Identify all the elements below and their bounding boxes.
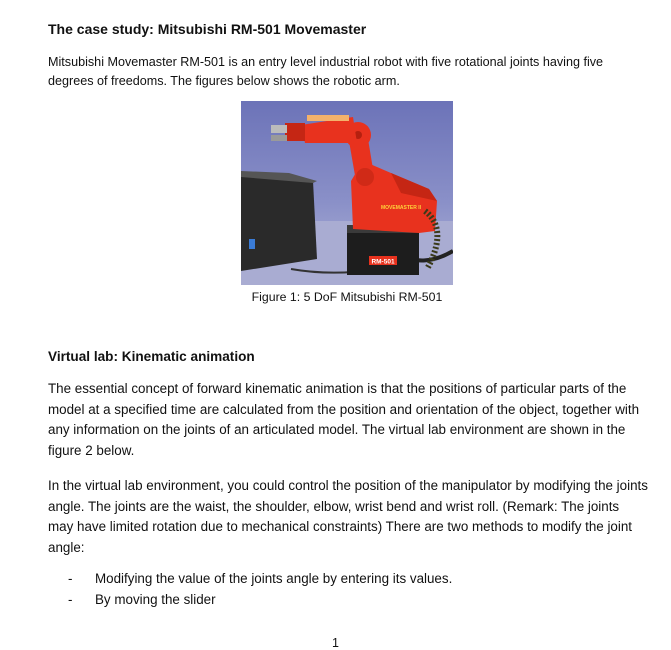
list-item xyxy=(68,590,452,611)
robot-base xyxy=(347,229,419,275)
list-dash: - xyxy=(68,591,73,607)
base-label: RM-501 xyxy=(371,258,395,266)
robot-arm-photo xyxy=(241,101,453,285)
kinematic-paragraph: The essential concept of forward kinematic animation is that the positions of particular parts of the model at a specified time are calculated from the position and orientation of the object, together with any information on the joints of an articulated model. The virtual lab environment are shown in the figure 2 below. xyxy=(48,381,640,458)
forearm-spring xyxy=(307,115,349,121)
list-item xyxy=(68,569,452,590)
arm-label: MOVEMASTER II xyxy=(380,205,422,211)
method-list xyxy=(68,569,452,610)
shoulder-joint xyxy=(356,168,374,186)
figure-caption: Figure 1: 5 DoF Mitsubishi RM-501 xyxy=(251,290,443,304)
list-item-text: Modifying the value of the joints angle by entering its values. xyxy=(95,571,453,586)
list-item-text: By moving the slider xyxy=(95,591,216,607)
gripper-lower xyxy=(271,135,287,141)
robot-arm-illustration xyxy=(241,101,453,285)
robot-wrist xyxy=(285,123,305,141)
virtual-lab-paragraph: In the virtual lab environment, you could control the position of the manipulator by modifying the joints angle. The joints are the waist, the shoulder, elbow, wrist bend and wrist roll. (Remark: The joints may have limited rotation due to mechanical constraints) There are two methods to modify the joint angle: xyxy=(48,478,648,555)
section-heading-virtual-lab: Virtual lab: Kinematic animation xyxy=(48,349,255,364)
gripper-upper xyxy=(271,125,287,133)
controller-box xyxy=(241,175,317,271)
page-number: 1 xyxy=(332,636,339,650)
controller-light xyxy=(249,239,255,249)
section-heading-case-study: The case study: Mitsubishi RM-501 Movemaster xyxy=(48,21,367,37)
intro-paragraph: Mitsubishi Movemaster RM-501 is an entry level industrial robot with five rotational joints having five degrees of freedoms. The figures below shows the robotic arm. xyxy=(48,55,604,88)
list-dash: - xyxy=(68,571,73,586)
